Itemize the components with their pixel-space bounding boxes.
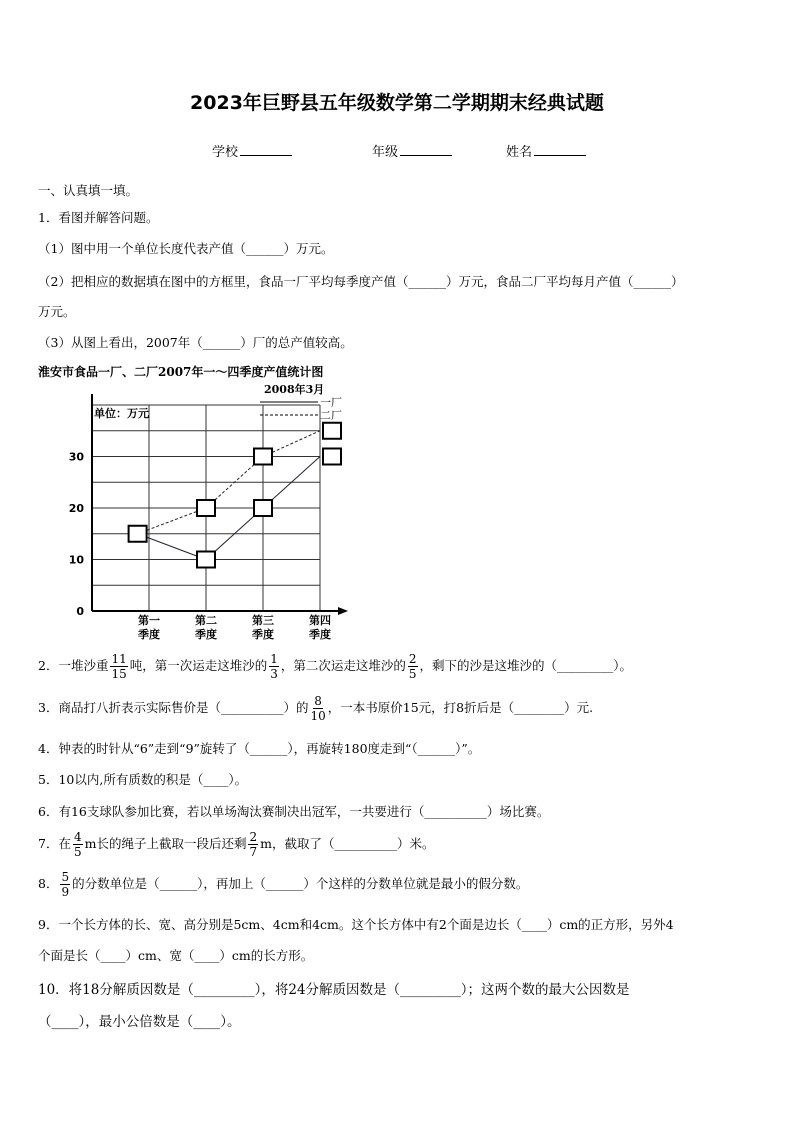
chart-subtitle: 2008年3月 — [264, 383, 325, 396]
question-9-cont: 个面是长（____）cm、宽（____）cm的长方形。 — [38, 948, 314, 963]
y-tick-label: 0 — [76, 605, 84, 618]
chart-axes — [88, 394, 348, 615]
fraction: $\frac{2}{5}$ — [408, 652, 417, 681]
question-5: 5．10以内,所有质数的积是（____）。 — [38, 772, 248, 787]
answer-box[interactable] — [323, 423, 341, 439]
legend-label: 二厂 — [320, 409, 342, 422]
page-title: 2023年巨野县五年级数学第二学期期末经典试题 — [190, 92, 604, 114]
x-tick-label: 季度 — [195, 628, 217, 641]
q1-part1: （1）图中用一个单位长度代表产值（______）万元。 — [38, 241, 334, 256]
question-10: 10．将18分解质因数是（_________），将24分解质因数是（_________）；这两个数的最大公因数是 — [38, 982, 630, 998]
q1-heading: 1．看图并解答问题。 — [38, 210, 159, 225]
answer-box[interactable] — [254, 449, 272, 465]
question-4: 4．钟表的时针从“6”走到“9”旋转了（______），再旋转180度走到“（______）”。 — [38, 741, 481, 756]
fraction: $\frac{11}{15}$ — [111, 652, 127, 681]
chart — [60, 394, 360, 646]
x-axis-arrow — [338, 607, 348, 615]
name-field: 姓名 — [506, 141, 586, 160]
question-6: 6．有16支球队参加比赛，若以单场淘汰赛制决出冠军，一共要进行（__________）场比赛。 — [38, 804, 550, 819]
answer-box[interactable] — [323, 449, 341, 465]
y-tick-label: 20 — [68, 502, 84, 515]
school-blank[interactable] — [240, 143, 292, 156]
x-tick-label: 季度 — [252, 628, 274, 641]
fraction: $\frac{2}{7}$ — [249, 830, 258, 859]
answer-box[interactable] — [197, 500, 215, 516]
x-tick-label: 第一 — [138, 614, 160, 627]
chart-series — [138, 431, 320, 560]
chart-legend — [260, 396, 342, 422]
question-10-cont: （____），最小公倍数是（____）。 — [38, 1014, 241, 1030]
question-3: 3．商品打八折表示实际售价是（__________）的 $\frac{8}{10}$ ，一本书原价15元，打8折后是（________）元. — [38, 694, 594, 723]
x-tick-label: 第二 — [195, 614, 217, 627]
answer-box[interactable] — [129, 526, 147, 542]
q1-part2-cont: 万元。 — [38, 304, 76, 319]
school-field: 学校 — [212, 141, 292, 160]
answer-boxes[interactable] — [129, 423, 341, 568]
fraction: $\frac{5}{9}$ — [61, 870, 70, 899]
grade-blank[interactable] — [400, 143, 452, 156]
chart-labels — [69, 406, 331, 641]
y-tick-label: 10 — [68, 553, 84, 567]
question-2: 2．一堆沙重 $\frac{11}{15}$ 吨，第一次运走这堆沙的 $\frac{1}{3}$ ，第二次运走这堆沙的 $\frac{2}{5}$ ，剩下的沙是这堆沙的（_________）。 — [38, 652, 633, 681]
x-tick-label: 季度 — [309, 628, 331, 641]
section-heading: 一、认真填一填。 — [38, 183, 139, 198]
fraction: $\frac{4}{5}$ — [73, 830, 82, 859]
chart-title: 淮安市食品一厂、二厂2007年一～四季度产值统计图 — [38, 365, 324, 379]
question-9: 9．一个长方体的长、宽、高分别是5cm、4cm和4cm。这个长方体中有2个面是边长（____）cm的正方形，另外4 — [38, 917, 674, 932]
grade-field: 年级 — [372, 141, 452, 160]
question-7: 7．在 $\frac{4}{5}$ m长的绳子上截取一段后还剩 $\frac{2}{7}$ m，截取了（__________）米。 — [38, 830, 435, 859]
q1-part2: （2）把相应的数据填在图中的方框里，食品一厂平均每季度产值（______）万元，食品二厂平均每月产值（______） — [38, 274, 684, 289]
answer-box[interactable] — [254, 500, 272, 516]
q1-part3: （3）从图上看出，2007年（______）厂的总产值较高。 — [38, 335, 353, 350]
name-blank[interactable] — [534, 143, 586, 156]
fraction: $\frac{1}{3}$ — [270, 652, 278, 681]
x-tick-label: 第四 — [309, 614, 331, 627]
fraction: $\frac{8}{10}$ — [310, 694, 326, 723]
x-tick-label: 季度 — [138, 628, 160, 641]
legend-label: 一厂 — [320, 396, 342, 409]
unit-label: 单位：万元 — [94, 407, 149, 420]
question-8: 8． $\frac{5}{9}$ 的分数单位是（______），再加上（______）个这样的分数单位就是最小的假分数。 — [38, 870, 529, 899]
y-tick-label: 30 — [68, 450, 84, 464]
x-tick-label: 第三 — [252, 614, 274, 627]
answer-box[interactable] — [197, 552, 215, 568]
